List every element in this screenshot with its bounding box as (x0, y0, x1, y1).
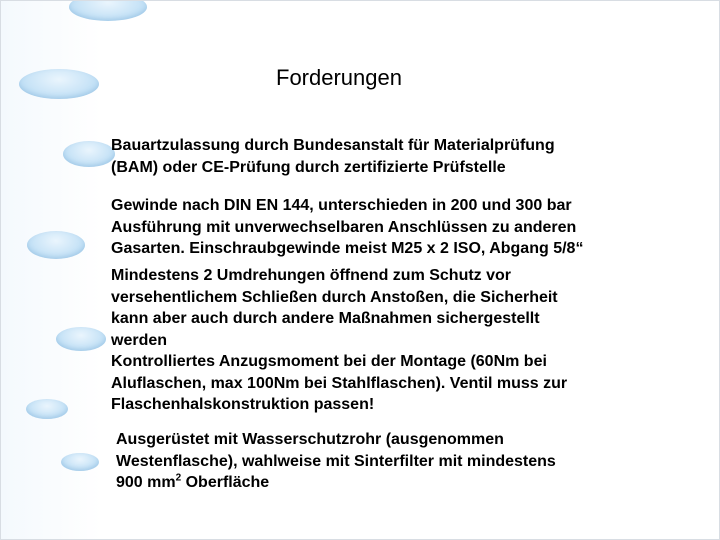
superscript-exponent: 2 (175, 472, 182, 484)
decorative-bubble (69, 0, 147, 21)
text-line: (BAM) oder CE-Prüfung durch zertifizierte Prüfstelle (111, 158, 506, 176)
paragraph-thread (111, 195, 686, 260)
decorative-bubble (63, 141, 115, 167)
text-line-suffix: Oberfläche (181, 474, 270, 491)
text-line: werden (111, 331, 168, 349)
decorative-bubble (61, 453, 99, 471)
text-line: Flaschenhalskonstruktion passen! (111, 396, 375, 413)
text-line: Bauartzulassung durch Bundesanstalt für Materialprüfung (111, 137, 555, 154)
text-line: Gasarten. Einschraubgewinde meist M25 x 2 ISO, Abgang 5/8“ (111, 240, 584, 257)
paragraph-approval (111, 135, 686, 178)
paragraph-water-protection (116, 429, 691, 494)
text-line: Mindestens 2 Umdrehungen öffnend zum Schutz vor (111, 267, 512, 284)
text-line-surface (116, 472, 691, 494)
text-line: Gewinde nach DIN EN 144, unterschieden in 200 und 300 bar (111, 197, 572, 214)
slide-title: Forderungen (276, 65, 402, 90)
text-line: kann aber auch durch andere Maßnahmen sichergestellt (111, 310, 540, 327)
text-line: Ausgerüstet mit Wasserschutzrohr (ausgenommen (116, 431, 504, 448)
text-line: Kontrolliertes Anzugsmoment bei der Montage (60Nm bei (111, 353, 547, 370)
decorative-bubble (56, 327, 106, 351)
decorative-bubble (26, 399, 68, 419)
paragraph-rotation-torque (111, 265, 686, 416)
text-line: Ausführung mit unverwechselbaren Anschlüssen zu anderen (111, 218, 577, 236)
decorative-bubble (27, 231, 85, 259)
decorative-bubble (19, 69, 99, 99)
text-line: Westenflasche), wahlweise mit Sinterfilter mit mindestens (116, 452, 556, 470)
text-line: versehentlichem Schließen durch Anstoßen, die Sicherheit (111, 288, 558, 306)
text-line-prefix: 900 mm (116, 474, 176, 491)
text-line: Aluflaschen, max 100Nm bei Stahlflaschen). Ventil muss zur (111, 374, 568, 392)
